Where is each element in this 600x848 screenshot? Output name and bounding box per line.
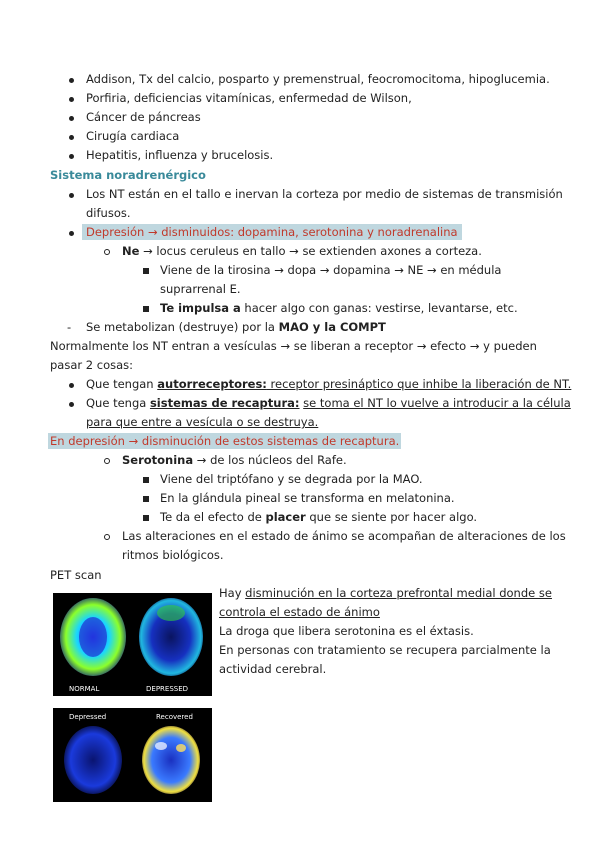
bullet-dot	[69, 78, 74, 83]
depresion-line: Depresión → disminuidos: dopamina, serotonina y noradrenalina	[82, 223, 462, 242]
bullet-dot	[69, 116, 74, 121]
bullet-dot	[69, 154, 74, 159]
bullet-dot	[69, 97, 74, 102]
pineal-line: En la glándula pineal se transforma en melatonina.	[160, 491, 455, 505]
bullet-dot	[69, 402, 74, 407]
pet-label-depressed-top: DEPRESSED	[146, 685, 189, 693]
square-bullet	[143, 306, 149, 312]
intro-list-item: Porfiria, deficiencias vitamínicas, enfermedad de Wilson,	[86, 91, 412, 105]
impulsa-line: Te impulsa a hacer algo con ganas: vestirse, levantarse, etc.	[160, 301, 518, 315]
intro-list-item: Cáncer de páncreas	[86, 110, 201, 124]
droga-line: La droga que libera serotonina es el éxtasis.	[219, 624, 474, 638]
pet-scan-depressed-vs-recovered-image	[53, 708, 212, 802]
square-bullet	[143, 477, 149, 483]
pet-label-normal: NORMAL	[69, 685, 100, 693]
section-title: Sistema noradrenérgico	[50, 168, 206, 182]
intro-list-item: Addison, Tx del calcio, posparto y premenstrual, feocromocitoma, hipoglucemia.	[86, 72, 550, 86]
circle-bullet	[104, 534, 110, 540]
tirosina-line-2: suprarrenal E.	[160, 282, 241, 296]
square-bullet	[143, 515, 149, 521]
tratamiento-line-1: En personas con tratamiento se recupera parcialmente la	[219, 643, 551, 657]
square-bullet	[143, 496, 149, 502]
bullet-dot	[69, 193, 74, 198]
tirosina-line-1: Viene de la tirosina → dopa → dopamina → NE → en médula	[160, 263, 502, 277]
pet-scan-normal-vs-depressed-image	[53, 593, 212, 696]
bullet-dot	[69, 231, 74, 236]
intro-list-item: Cirugía cardiaca	[86, 129, 180, 143]
normal-line-1: Normalmente los NT entran a vesículas → se liberan a receptor → efecto → y pueden	[50, 339, 537, 353]
pet-brain-illustration	[53, 593, 212, 696]
hay-line-2: controla el estado de ánimo	[219, 605, 380, 619]
dash-bullet: -	[67, 320, 72, 334]
metab-line: Se metabolizan (destruye) por la MAO y la COMPT	[86, 320, 386, 334]
bullet-dot	[69, 383, 74, 388]
auto-line: Que tengan autorreceptores: receptor presináptico que inhibe la liberación de NT.	[86, 377, 572, 391]
nt-line-2: difusos.	[86, 206, 131, 220]
pet-title: PET scan	[50, 568, 102, 582]
pet-label-recovered: Recovered	[156, 713, 193, 721]
hay-line-1: Hay disminución en la corteza prefrontal medial donde se	[219, 586, 552, 600]
square-bullet	[143, 268, 149, 274]
placer-line: Te da el efecto de placer que se siente por hacer algo.	[160, 510, 478, 524]
ne-line: Ne → locus ceruleus en tallo → se extienden axones a corteza.	[122, 244, 482, 258]
normal-line-2: pasar 2 cosas:	[50, 358, 134, 372]
circle-bullet	[104, 249, 110, 255]
triptofano-line: Viene del triptófano y se degrada por la MAO.	[160, 472, 423, 486]
pet-brain-illustration-2	[53, 708, 212, 802]
tratamiento-line-2: actividad cerebral.	[219, 662, 327, 676]
bullet-dot	[69, 135, 74, 140]
recap-line-1: Que tenga sistemas de recaptura: se toma el NT lo vuelve a introducir a la célula	[86, 396, 571, 410]
alter-line-1: Las alteraciones en el estado de ánimo se acompañan de alteraciones de los	[122, 529, 566, 543]
nt-line-1: Los NT están en el tallo e inervan la corteza por medio de sistemas de transmisión	[86, 187, 563, 201]
recap-line-2: para que entre a vesícula o se destruya.	[86, 415, 319, 429]
alter-line-2: ritmos biológicos.	[122, 548, 224, 562]
intro-list-item: Hepatitis, influenza y brucelosis.	[86, 148, 274, 162]
circle-bullet	[104, 458, 110, 464]
serotonina-line: Serotonina → de los núcleos del Rafe.	[122, 453, 347, 467]
pet-label-depressed: Depressed	[69, 713, 107, 721]
en-depresion-line: En depresión → disminución de estos sistemas de recaptura.	[50, 434, 400, 448]
